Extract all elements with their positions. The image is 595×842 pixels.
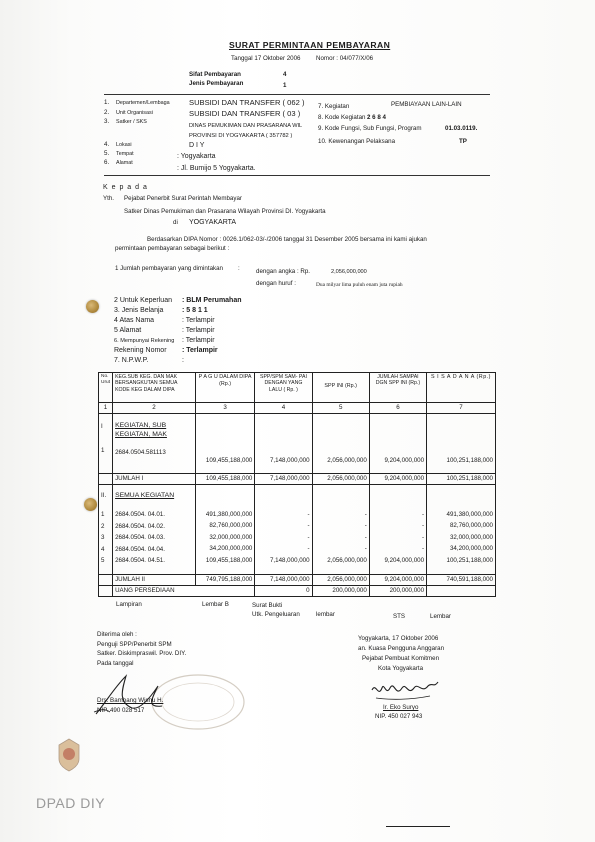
kode-fungsi-value: 01.03.0119.	[445, 125, 478, 132]
header-sisa: S I S A D A N A (Rp.)	[427, 373, 496, 403]
row-no: 5	[101, 557, 105, 565]
amount-huruf-label: dengan huruf :	[256, 280, 296, 287]
row-sisa: 32,000,000,000	[449, 533, 493, 541]
signature-right	[370, 676, 440, 704]
kewenangan-label: 10. Kewenangan Pelaksana	[318, 138, 396, 145]
right-sign-line2: Pejabat Pembuat Komitmen	[362, 655, 440, 662]
detail-value-5: : Terlampir	[182, 337, 215, 344]
info-no-3: 3.	[104, 118, 110, 125]
left-sign-line3: Pada tanggal	[97, 660, 134, 667]
col-number: 2	[113, 403, 196, 414]
detail-label-1: 2 Untuk Keperluan	[114, 297, 172, 304]
jenis-label: Jenis Pembayaran	[189, 80, 244, 87]
recipient-city: YOGYAKARTA	[189, 219, 237, 226]
row-lalu: 7,148,000,000	[255, 414, 312, 474]
left-sign-line1: Penguji SPP/Penerbit SPM	[97, 641, 172, 648]
header-ini: SPP INI (Rp.)	[312, 373, 369, 403]
total-lalu: 7,148,000,000	[255, 474, 312, 485]
table-total-row	[99, 575, 496, 586]
row-sisa: 100,251,188,000	[427, 414, 496, 474]
col-number: 6	[369, 403, 426, 414]
info-no-6: 6.	[104, 159, 110, 166]
table-row	[99, 414, 496, 474]
document-title: SURAT PERMINTAAN PEMBAYARAN	[229, 40, 391, 50]
row-pagu: 34,200,000,000	[209, 545, 253, 553]
uang-label: UANG PERSEDIAAN	[113, 586, 255, 597]
table-row	[99, 485, 496, 575]
col-number: 4	[255, 403, 312, 414]
header-pagu: P A G U DALAM DIPA (Rp.)	[195, 373, 255, 403]
column-number-row	[99, 403, 496, 414]
left-sign-nip: NIP. 490 028 517	[97, 707, 145, 714]
recipient-1: Pejabat Penerbit Surat Perintah Membayar	[124, 195, 242, 202]
info-label-4: Lokasi	[116, 142, 132, 148]
row-pagu: 491,380,000,000	[205, 511, 253, 518]
left-sign-diterima: Diterima oleh :	[97, 631, 137, 638]
row-jumlah: -	[421, 511, 425, 518]
di-label: di	[173, 219, 178, 226]
table-total-row	[99, 474, 496, 485]
detail-value-6: : Terlampir	[182, 347, 218, 354]
section-title: KEGIATAN, SUB KEGIATAN, MAK	[115, 422, 167, 438]
kode-kegiatan-label: 8. Kode Kegiatan :	[318, 114, 369, 121]
info-value-6: : Jl. Bumijo 5 Yogyakarta.	[177, 165, 256, 172]
kode-kegiatan-value: 2 6 8 4	[367, 114, 386, 121]
left-sign-line2: Satker. Diskimpraswil. Prov. DIY.	[97, 650, 187, 657]
row-code: 2684.0504. 04.03.	[115, 534, 165, 542]
info-top-rule	[104, 94, 490, 95]
info-value-4: D I Y	[189, 142, 205, 149]
detail-value-7: :	[182, 357, 184, 364]
row-ini: 2,056,000,000	[327, 556, 367, 564]
total-pagu: 749,795,188,000	[195, 575, 255, 586]
col-number: 3	[195, 403, 255, 414]
total-lalu: 7,148,000,000	[255, 575, 312, 586]
row-pagu: 32,000,000,000	[209, 533, 253, 541]
row-sisa: 82,760,000,000	[449, 522, 493, 530]
col-number: 5	[312, 403, 369, 414]
kewenangan-value: TP	[459, 138, 467, 145]
info-value-2: SUBSIDI DAN TRANSFER ( 03 )	[189, 109, 301, 118]
left-sign-name: Drs. Bambang Wisnu H.	[97, 697, 164, 704]
info-value-3: DINAS PEMUKIMAN DAN PRASARANA WIL	[189, 123, 303, 129]
sifat-value: 4	[283, 71, 287, 78]
detail-label-6: Rekening Nomor	[114, 347, 167, 354]
total-sisa: 100,251,188,000	[427, 474, 496, 485]
total-ini: 2,056,000,000	[312, 575, 369, 586]
info-value-1: SUBSIDI DAN TRANSFER ( 062 )	[189, 98, 305, 107]
row-no: 4	[101, 545, 105, 553]
info-label-3: Satker / SKS	[116, 119, 147, 125]
total-sisa: 740,591,188,000	[427, 575, 496, 586]
col-number: 7	[427, 403, 496, 414]
row-jumlah: -	[421, 522, 425, 530]
info-no-1: 1.	[104, 99, 110, 106]
row-sisa: 491,380,000,000	[446, 511, 493, 518]
section-title: SEMUA KEGIATAN	[115, 492, 175, 499]
section-roman: II.	[101, 492, 107, 499]
row-sisa: 34,200,000,000	[449, 545, 493, 553]
right-sign-nip: NIP. 450 027 943	[375, 713, 423, 720]
date-line: Tanggal 17 Oktober 2006	[231, 55, 301, 62]
info-label-2: Unit Organisasi	[116, 110, 153, 116]
info-label-1: Departemen/Lembaga	[116, 100, 170, 106]
total-jumlah: 9,204,000,000	[369, 575, 426, 586]
detail-label-7: 7. N.P.W.P.	[114, 357, 149, 364]
lampiran-lembar-2: Lembar	[430, 613, 451, 620]
lampiran-label: Lampiran	[116, 601, 142, 608]
right-sign-place-date: Yogyakarta, 17 Oktober 2006	[358, 635, 439, 642]
uang-jumlah: 200,000,000	[369, 586, 426, 597]
row-code: 2684.0504. 04.01.	[115, 511, 165, 519]
punch-hole-top	[86, 300, 99, 313]
row-code: 2684.0504.581113	[115, 449, 166, 456]
row-no: 1	[101, 447, 105, 454]
body-line-1: Berdasarkan DIPA Nomor : 0026.1/062-03/-/2006 tanggal 31 Desember 2005 bersama ini kami ajukan	[147, 236, 427, 243]
row-lalu: -	[307, 533, 310, 541]
amount-huruf-value: Dua milyar lima puluh enam juta rupiah	[316, 282, 403, 288]
detail-value-1: : BLM Perumahan	[182, 297, 242, 304]
total-ini: 2,056,000,000	[312, 474, 369, 485]
row-ini: -	[364, 522, 367, 530]
detail-value-2: : 5 8 1 1	[182, 307, 208, 314]
uang-lalu: 0	[255, 586, 312, 597]
kode-fungsi-label: 9. Kode Fungsi, Sub Fungsi, Program	[318, 125, 422, 132]
lampiran-lembar: lembar	[316, 611, 335, 618]
col-number: 1	[99, 403, 113, 414]
header-lalu: SPP/SPM SAM- PAI DENGAN YANG LALU ( Rp. )	[255, 373, 312, 403]
detail-label-4: 5 Alamat	[114, 327, 142, 334]
row-pagu: 82,760,000,000	[209, 522, 253, 530]
total-pagu: 109,455,188,000	[195, 474, 255, 485]
row-no: 3	[101, 534, 105, 542]
row-code: 2684.0504. 04.51.	[115, 557, 165, 565]
body-line-2: permintaan pembayaran sebagai berikut :	[115, 245, 230, 252]
detail-label-3: 4 Atas Nama	[114, 317, 155, 324]
info-no-2: 2.	[104, 109, 110, 116]
recipient-2: Satker Dinas Pemukiman dan Prasarana Wilayah Provinsi DI. Yogyakarta	[124, 208, 326, 215]
info-value-3b: PROVINSI DI YOGYAKARTA ( 357782 )	[189, 133, 293, 139]
right-sign-line3: Kota Yogyakarta	[378, 665, 424, 672]
right-sign-name: Ir. Eko Suryo	[383, 704, 419, 711]
kepada-label: K e p a d a	[103, 184, 148, 191]
total-label: JUMLAH II	[113, 575, 196, 586]
kegiatan-label: 7. Kegiatan	[318, 103, 350, 110]
info-label-5: Tempat	[116, 151, 134, 157]
row-ini: 2,056,000,000	[312, 414, 369, 474]
row-ini: -	[364, 545, 367, 553]
amount-colon: :	[238, 265, 240, 272]
row-lalu: -	[307, 522, 310, 530]
row-lalu: -	[307, 545, 310, 553]
detail-label-2: 3. Jenis Belanja	[114, 307, 164, 314]
row-ini: -	[364, 511, 367, 518]
lampiran-surat-bukti: Surat Bukti	[252, 602, 283, 609]
payment-table	[98, 372, 496, 597]
detail-value-3: : Terlampir	[182, 317, 215, 324]
info-no-5: 5.	[104, 150, 110, 157]
uang-persediaan-row	[99, 586, 496, 597]
lampiran-utk: Utk. Pengeluaran	[252, 611, 300, 618]
nomor: Nomor : 04/077/X/06	[316, 55, 374, 62]
row-code: 2684.0504. 04.04.	[115, 545, 165, 553]
amount-angka-value: 2,056,000,000	[331, 269, 367, 275]
row-sisa: 100,251,188,000	[446, 556, 493, 564]
sifat-label: Sifat Pembayaran	[189, 71, 241, 78]
detail-label-5: 6. Mempunyai Rekening	[114, 338, 175, 344]
row-pagu: 109,455,188,000	[205, 556, 253, 564]
info-label-6: Alamat	[116, 160, 133, 166]
jenis-value: 1	[283, 82, 287, 89]
info-value-5: : Yogyakarta	[177, 153, 216, 160]
amount-label: 1 Jumlah pembayaran yang dimintakan	[115, 265, 224, 272]
row-code: 2684.0504. 04.02.	[115, 522, 165, 530]
amount-angka-label: dengan angka : Rp.	[256, 268, 311, 275]
row-jumlah: -	[421, 545, 425, 553]
uang-ini: 200,000,000	[312, 586, 369, 597]
row-jumlah: 9,204,000,000	[384, 556, 425, 564]
yth-label: Yth.	[103, 195, 115, 202]
table-header-row	[99, 373, 496, 403]
info-no-4: 4.	[104, 141, 110, 148]
info-bottom-rule	[104, 175, 490, 176]
row-lalu: -	[307, 511, 310, 518]
header-jumlah: JUMLAH SAMPAI DGN SPP INI (Rp.)	[369, 373, 426, 403]
punch-hole-bottom	[84, 498, 97, 511]
row-jumlah: 9,204,000,000	[369, 414, 426, 474]
row-no: 2	[101, 522, 105, 530]
row-ini: -	[364, 533, 367, 541]
detail-value-4: : Terlampir	[182, 327, 215, 334]
row-jumlah: -	[421, 533, 425, 541]
header-kode: KEG.SUB KEG. DAN MAK BERSANGKUTAN SEMUA KODE KEG DALAM DIPA	[113, 373, 196, 403]
row-no: 1	[101, 511, 105, 519]
total-jumlah: 9,204,000,000	[369, 474, 426, 485]
kegiatan-value: PEMBIAYAAN LAIN-LAIN	[391, 101, 462, 108]
watermark: DPAD DIY	[36, 795, 106, 811]
section-roman: I	[101, 423, 103, 430]
lampiran-lembar-b: Lembar B	[202, 601, 229, 608]
row-lalu: 7,148,000,000	[269, 556, 310, 564]
bottom-rule	[386, 826, 450, 827]
lampiran-sts: STS	[393, 613, 406, 620]
archive-seal-icon	[55, 737, 83, 773]
row-pagu: 109,455,188,000	[195, 414, 255, 474]
header-no: No. Urut	[99, 373, 113, 403]
right-sign-line1: an. Kuasa Pengguna Anggaran	[358, 645, 445, 652]
total-label: JUMLAH I	[113, 474, 196, 485]
